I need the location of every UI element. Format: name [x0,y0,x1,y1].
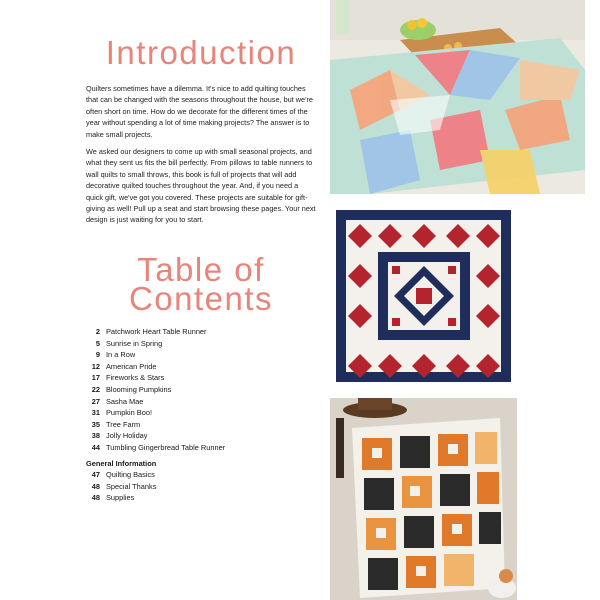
toc-entry[interactable] [86,384,316,396]
introduction-heading: Introduction [105,34,297,71]
toc-page-number: 35 [91,419,100,429]
toc-entry[interactable] [86,430,316,442]
toc-entry-title: Quilting Basics [106,470,155,480]
toc-heading-line-2: Contents [128,280,274,317]
toc-entry[interactable] [86,372,316,384]
toc-entry-title: Sunrise in Spring [106,338,163,348]
toc-page-number: 5 [95,338,100,348]
toc-page-number: 22 [91,384,100,394]
toc-entry-title: Patchwork Heart Table Runner [106,327,207,336]
american-pride-quilt-photo [330,204,517,388]
toc-entry-title: American Pride [106,361,157,371]
toc-entry[interactable] [86,442,316,454]
toc-page-number: 48 [91,493,100,503]
toc-page-number: 47 [91,470,100,480]
toc-page-number: 27 [91,396,100,406]
general-information-heading: General Information [86,458,157,468]
toc-entry-title: Tree Farm [106,419,141,429]
toc-entry-title: Sasha Mae [106,396,144,406]
toc-entry-title: Tumbling Gingerbread Table Runner [106,442,226,452]
star-quilt-table-photo [330,0,585,194]
toc-entry-title: Fireworks & Stars [106,373,165,383]
table-of-contents-heading [86,251,316,317]
toc-entry[interactable] [86,338,316,350]
toc-entry[interactable] [86,469,316,481]
toc-entry[interactable] [86,419,316,431]
toc-page-number: 31 [91,408,100,418]
toc-entry-title: Blooming Pumpkins [106,384,172,394]
toc-entry[interactable] [86,349,316,361]
toc-list [86,326,316,504]
toc-page-number: 48 [91,481,100,491]
toc-page-number: 38 [91,431,100,441]
toc-page-number: 2 [95,327,100,336]
toc-page-number: 9 [95,350,100,360]
toc-entry[interactable] [86,407,316,419]
toc-entry[interactable] [86,492,316,504]
toc-page-number: 17 [91,373,100,383]
toc-entry[interactable] [86,361,316,373]
toc-heading-line-1: Table of [137,251,265,288]
toc-entry[interactable] [86,481,316,493]
toc-entry-title: In a Row [106,350,136,360]
toc-entry-title: Supplies [106,493,135,503]
toc-page-number: 12 [91,361,100,371]
pumpkin-quilt-chair-photo [330,398,517,600]
intro-paragraph-2: We asked our designers to come up with small seasonal projects, and what they sent us fits the bill perfectly. From pillows to table runners to wall quilts to small throws, this book is full of projects that will add decorative quilted touches throughout the year. And, if you need a quick gift, we've got you covered. These projects are suitable for gift-giving as well! Pull up a seat and start browsing these pages. Your next design is just waiting for you to start. [86,147,316,225]
toc-entry[interactable] [86,396,316,408]
intro-paragraph-1: Quilters sometimes have a dilemma. It's nice to add quilting touches that can be changed with the seasons throughout the house, but we're often short on time. How do we decorate for the different times of the year without spending a lot of time making projects? The answer is to make small projects. [86,84,313,139]
toc-page-number: 44 [91,442,100,452]
toc-entry-title: Special Thanks [106,481,157,491]
toc-entry-title: Jolly Holiday [106,431,148,441]
toc-entry-title: Pumpkin Boo! [106,408,153,418]
toc-entry[interactable] [86,326,316,338]
